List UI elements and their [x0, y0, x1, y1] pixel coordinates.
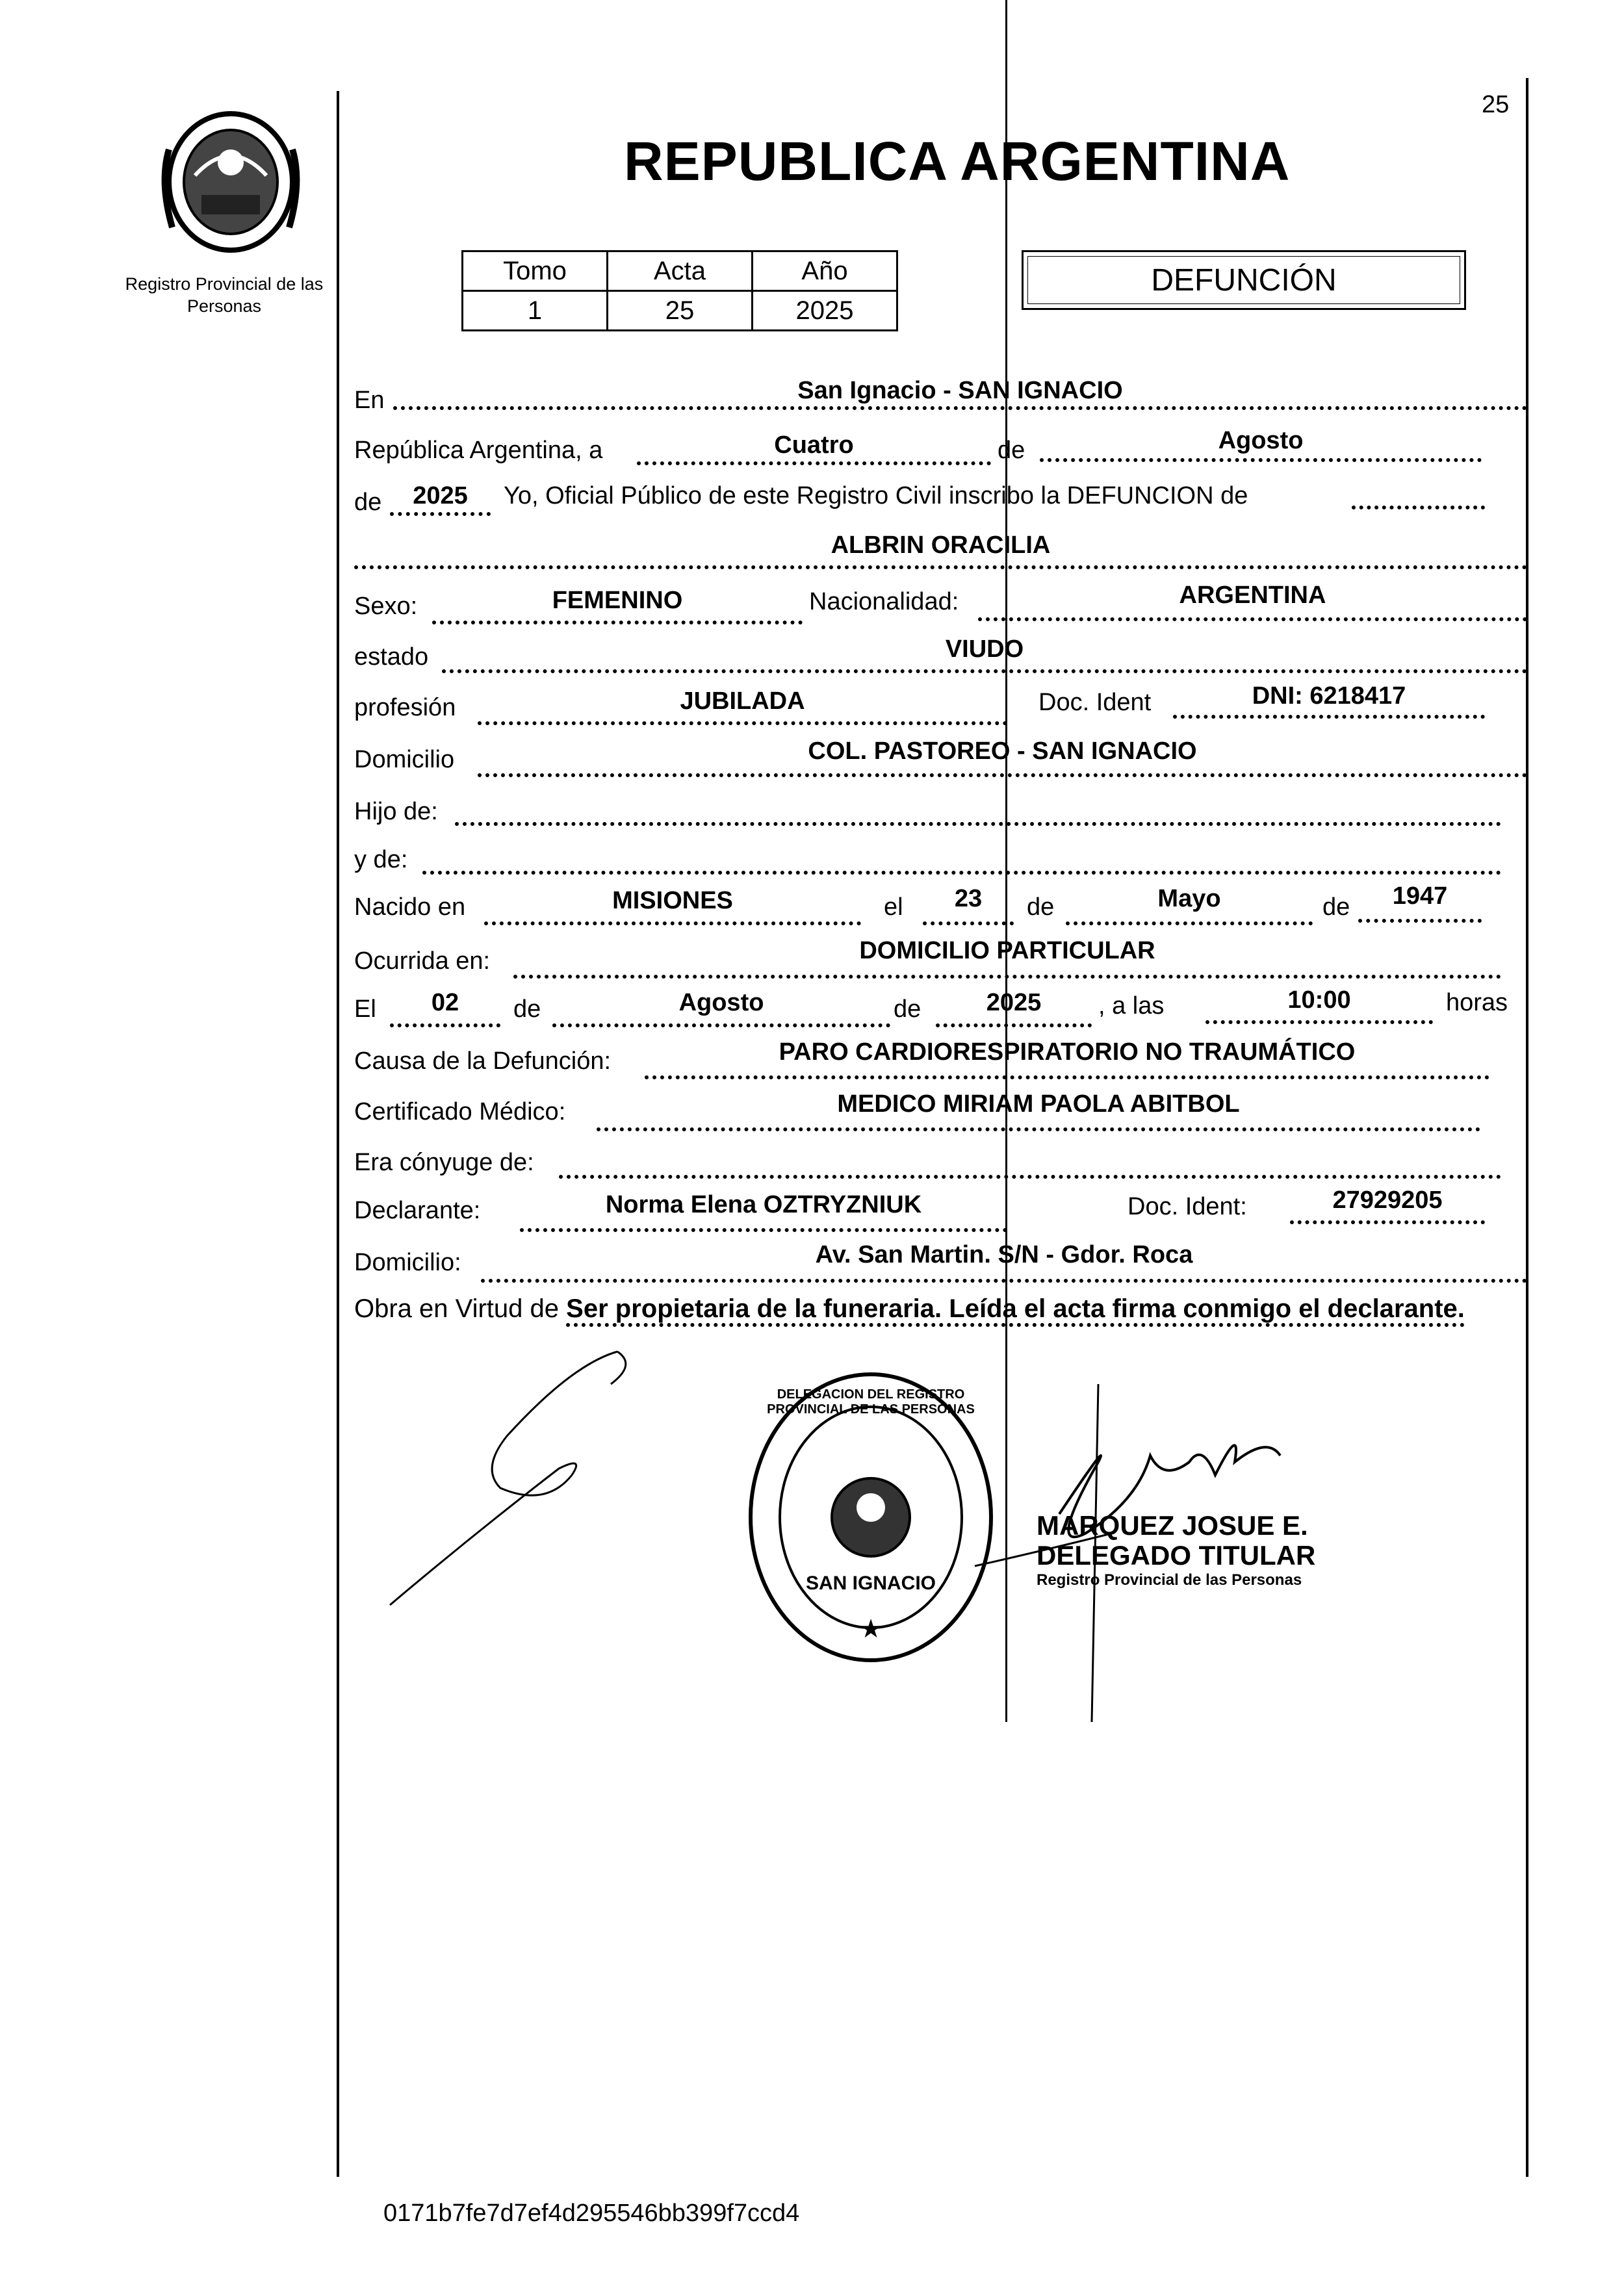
- alas-label: , a las: [1098, 992, 1165, 1020]
- month-value: Agosto: [1218, 427, 1304, 454]
- yo-text: Yo, Oficial Público de este Registro Civil inscribo la DEFUNCION de: [504, 482, 1248, 509]
- doc-ident2-label: Doc. Ident:: [1128, 1193, 1247, 1220]
- causa-line: [645, 1075, 1489, 1079]
- domicilio-label: Domicilio: [354, 746, 455, 773]
- sexo-value: FEMENINO: [552, 587, 683, 614]
- estado-line: [442, 669, 1527, 673]
- table-value-tomo: 1: [463, 291, 608, 331]
- death-month-line: [552, 1023, 890, 1027]
- signer-name: MARQUEZ JOSUE E.: [1037, 1510, 1308, 1541]
- nacionalidad-line: [978, 617, 1527, 621]
- en-label: En: [354, 387, 385, 414]
- death-year-value: 2025: [986, 989, 1042, 1016]
- seal-top-lettering: PROVINCIA DE MISIONES: [175, 260, 287, 270]
- birth-year-line: [1358, 919, 1482, 923]
- death-time-line: [1205, 1020, 1433, 1024]
- obra-text: Ser propietaria de la funeraria. Leída el acta firma conmigo el declarante.: [566, 1294, 1465, 1327]
- table-header-acta: Acta: [608, 251, 753, 291]
- declarante-value: Norma Elena OZTRYZNIUK: [605, 1191, 922, 1218]
- doc-ident2-line: [1290, 1220, 1485, 1224]
- nacido-line: [484, 921, 861, 925]
- stamp-center-text: SAN IGNACIO: [805, 1573, 936, 1594]
- birth-month-value: Mayo: [1157, 885, 1221, 912]
- page-number: 25: [1482, 91, 1510, 118]
- obra-paragraph: [354, 1290, 1530, 1328]
- estado-value: VIUDO: [945, 636, 1024, 663]
- left-margin-line: [337, 91, 339, 2177]
- ocurrida-label: Ocurrida en:: [354, 947, 491, 975]
- doc-ident-label: Doc. Ident: [1038, 689, 1152, 716]
- death-month-value: Agosto: [678, 989, 764, 1016]
- birth-day-line: [923, 921, 1014, 925]
- certificado-label: Certificado Médico:: [354, 1098, 566, 1125]
- hijo-line: [455, 822, 1501, 826]
- domicilio2-line: [481, 1279, 1527, 1283]
- death-day-value: 02: [431, 989, 459, 1016]
- death-time-value: 10:00: [1287, 986, 1351, 1014]
- sexo-label: Sexo:: [354, 593, 418, 620]
- conyuge-line: [559, 1175, 1501, 1179]
- signer-org: Registro Provincial de las Personas: [1037, 1571, 1302, 1589]
- hijo-label: Hijo de:: [354, 798, 438, 825]
- nacionalidad-label: Nacionalidad:: [809, 588, 959, 615]
- de-label-4: de: [1322, 893, 1350, 921]
- birth-year-value: 1947: [1392, 882, 1448, 910]
- death-day-line: [390, 1023, 500, 1027]
- deceased-name-line: [354, 565, 1527, 569]
- document-type-box: [1022, 250, 1466, 310]
- declarante-label: Declarante:: [354, 1197, 481, 1224]
- tomo-acta-table: [461, 250, 898, 331]
- yo-line: [1352, 506, 1485, 509]
- birth-day-value: 23: [954, 885, 983, 912]
- de-label-1: de: [998, 437, 1025, 464]
- month-line: [1040, 458, 1482, 462]
- ocurrida-value: DOMICILIO PARTICULAR: [859, 937, 1155, 964]
- document-hash: 0171b7fe7d7ef4d295546bb399f7ccd4: [383, 2200, 800, 2227]
- domicilio-line: [478, 773, 1527, 777]
- sexo-line: [432, 621, 803, 624]
- nacido-value: MISIONES: [612, 887, 733, 914]
- ocurrida-line: [513, 975, 1501, 979]
- birth-month-line: [1066, 921, 1313, 925]
- misiones-seal: [156, 104, 305, 260]
- profesion-line: [478, 721, 1007, 725]
- causa-value: PARO CARDIORESPIRATORIO NO TRAUMÁTICO: [779, 1038, 1356, 1066]
- profesion-label: profesión: [354, 694, 456, 721]
- republic-label: República Argentina, a: [354, 437, 603, 464]
- doc-ident-line: [1173, 715, 1485, 719]
- domicilio2-value: Av. San Martin. S/N - Gdor. Roca: [815, 1241, 1193, 1268]
- de-label-2: de: [354, 489, 382, 516]
- declarante-line: [520, 1228, 1007, 1232]
- page-title: REPUBLICA ARGENTINA: [624, 131, 1291, 192]
- deceased-name-value: ALBRIN ORACILIA: [831, 532, 1051, 559]
- doc-ident-value: DNI: 6218417: [1252, 682, 1406, 710]
- certificado-line: [597, 1127, 1480, 1131]
- death-year-line: [936, 1023, 1092, 1027]
- domicilio2-label: Domicilio:: [354, 1249, 461, 1276]
- table-header-anio: Año: [753, 251, 897, 291]
- de-label-6: de: [894, 995, 922, 1023]
- stamp-ring-text: DELEGACION DEL REGISTRO PROVINCIAL DE LAS PERSONAS: [767, 1387, 975, 1417]
- de-label-5: de: [513, 995, 541, 1023]
- profesion-value: JUBILADA: [680, 687, 805, 715]
- yde-line: [422, 871, 1501, 875]
- svg-text:★: ★: [859, 1614, 883, 1644]
- nacido-label: Nacido en: [354, 893, 466, 921]
- year-line: [390, 512, 491, 516]
- signer-block: [1037, 1511, 1315, 1590]
- obra-label: Obra en Virtud de: [354, 1294, 560, 1323]
- estado-label: estado: [354, 643, 429, 671]
- document-type: DEFUNCIÓN: [1151, 263, 1337, 298]
- place-line: [393, 406, 1527, 410]
- doc-ident2-value: 27929205: [1332, 1187, 1443, 1214]
- registry-label: Registro Provincial de las Personas: [125, 274, 324, 316]
- certificado-value: MEDICO MIRIAM PAOLA ABITBOL: [837, 1090, 1240, 1118]
- day-words-value: Cuatro: [774, 431, 854, 459]
- day-words-line: [637, 461, 991, 465]
- table-value-acta: 25: [608, 291, 753, 331]
- el2-label: El: [354, 995, 376, 1023]
- place-value: San Ignacio - SAN IGNACIO: [797, 377, 1123, 404]
- domicilio-value: COL. PASTOREO - SAN IGNACIO: [808, 738, 1197, 765]
- conyuge-label: Era cónyuge de:: [354, 1149, 534, 1176]
- table-header-tomo: Tomo: [463, 251, 608, 291]
- de-label-3: de: [1027, 893, 1055, 921]
- year-value: 2025: [413, 482, 468, 509]
- declarant-signature: [377, 1339, 650, 1618]
- signer-title: DELEGADO TITULAR: [1037, 1540, 1316, 1571]
- table-value-anio: 2025: [753, 291, 897, 331]
- yde-label: y de:: [354, 846, 408, 873]
- el-label: el: [884, 893, 903, 921]
- nacionalidad-value: ARGENTINA: [1179, 582, 1326, 609]
- causa-label: Causa de la Defunción:: [354, 1047, 612, 1075]
- horas-label: horas: [1446, 989, 1508, 1016]
